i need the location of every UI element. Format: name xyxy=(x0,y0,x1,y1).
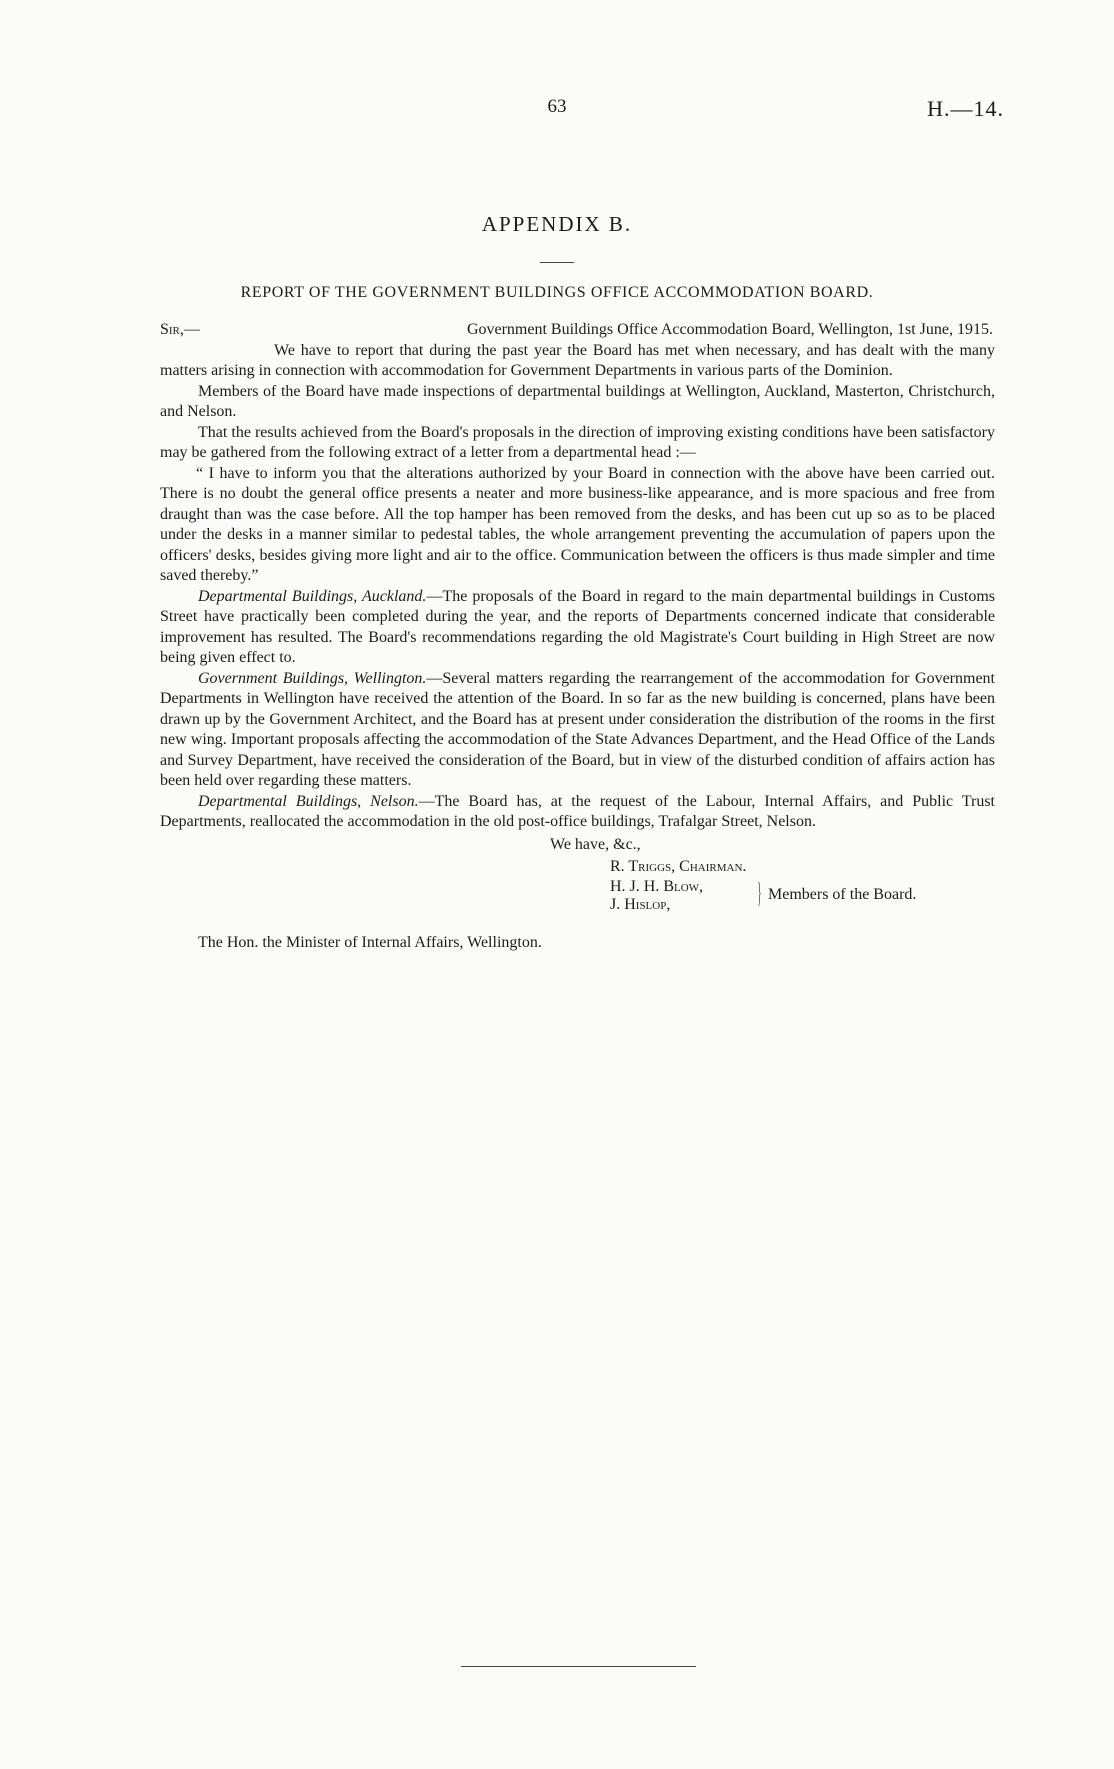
addressee: The Hon. the Minister of Internal Affairs, Wellington. xyxy=(198,933,542,951)
text-wellington: —Several matters regarding the rearrangement of the accommodation for Government Departments in Wellington have received the attention of the Board. In so far as the new building is concerned, plans have been drawn up by the Government Architect, and the Board has at present under consideration the distribution of the rooms in the first new wing. Important proposals affecting the accommodation of the State Advances Department, and the Head Office of the Lands and Survey Department, have received the consideration of the Board, but in view of the disturbed condition of affairs action has been held over regarding these matters. xyxy=(160,669,995,789)
page-number: 63 xyxy=(547,96,567,117)
end-rule xyxy=(461,1666,696,1667)
dateline xyxy=(160,320,995,341)
paragraph-auckland xyxy=(160,587,995,669)
paragraph-meetings: We have to report that during the past year the Board has met when necessary, and has dealt with the many matters arising in connection with accommodation for Government Departments in various parts of the Dominion. xyxy=(160,341,995,379)
text-auckland: —The proposals of the Board in regard to the main departmental buildings in Customs Street have practically been completed during the year, and the reports of Departments concerned indicate that considerable improvement has resulted. The Board's recommendations regarding the old Magistrate's Court building in High Street are now being given effect to. xyxy=(160,587,996,666)
heading-nelson: Departmental Buildings, Nelson. xyxy=(198,792,419,810)
closing-phrase: We have, &c., xyxy=(550,835,641,853)
appendix-title: APPENDIX B. xyxy=(481,212,633,236)
members-label: Members of the Board. xyxy=(768,885,917,903)
brace-symbol: } xyxy=(757,877,762,909)
report-title: REPORT OF THE GOVERNMENT BUILDINGS OFFICE ACCOMMODATION BOARD. xyxy=(240,284,874,301)
paragraph-inspections: Members of the Board have made inspections of departmental buildings at Wellington, Auckland, Masterton, Christchurch, and Nelson. xyxy=(160,382,995,420)
place-date: Government Buildings Office Accommodation Board, Wellington, 1st June, 1915. xyxy=(466,321,993,338)
signature-member-hislop: J. Hislop, xyxy=(610,895,671,913)
paragraph-results: That the results achieved from the Board's proposals in the direction of improving existing conditions have been satisfactory may be gathered from the following extract of a letter from a departmental head :— xyxy=(160,423,995,461)
signature-member-blow: H. J. H. Blow, xyxy=(610,877,704,895)
signature-chairman: R. Triggs, Chairman. xyxy=(610,857,747,875)
signature-block xyxy=(160,835,995,919)
title-divider xyxy=(540,262,574,263)
report-body xyxy=(160,320,995,953)
text-nelson: —The Board has, at the request of the Labour, Internal Affairs, and Public Trust Departments, reallocated the accommodation in the old post-office buildings, Trafalgar Street, Nelson. xyxy=(160,792,996,830)
paragraph-wellington xyxy=(160,669,995,792)
heading-auckland: Departmental Buildings, Auckland. xyxy=(198,587,427,605)
document-reference: H.—14. xyxy=(927,96,1004,121)
paragraph-nelson xyxy=(160,792,995,833)
heading-wellington: Government Buildings, Wellington. xyxy=(198,669,427,687)
salutation: Sir,— xyxy=(160,321,200,338)
quoted-letter: “ I have to inform you that the alterations authorized by your Board in connection with the above have been carried out. There is no doubt the general office presents a neater and more business-like appearance, and is more spacious and free from draught than was the case before. All the top hamper has been removed from the desks, and has been cut up so as to be placed under the desks in a manner similar to pedestal tables, the whole arrangement preventing the accumulation of papers upon the officers' desks, besides giving more light and air to the office. Communication between the officers is thus made simpler and time saved thereby.” xyxy=(160,464,995,584)
